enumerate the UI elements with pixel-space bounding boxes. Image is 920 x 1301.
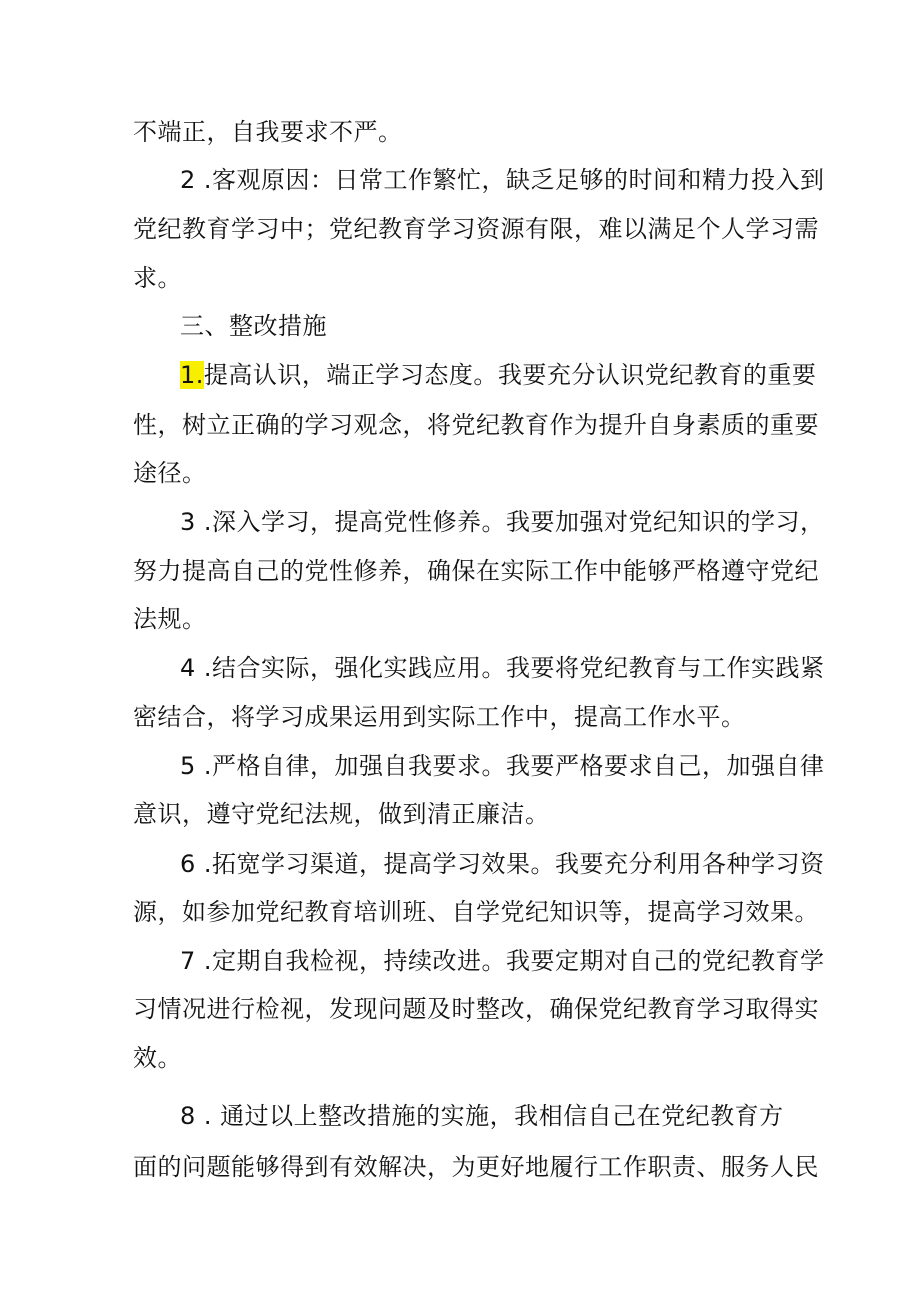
text-line: 党纪教育学习中；党纪教育学习资源有限，难以满足个人学习需 [133,215,819,243]
text-line: 性，树立正确的学习观念，将党纪教育作为提升自身素质的重要 [133,411,819,439]
text-line: 5 .严格自律，加强自我要求。我要严格要求自己，加强自律 [180,752,825,780]
text-line: 意识，遵守党纪法规，做到清正廉洁。 [133,800,550,828]
text-line: 6 .拓宽学习渠道，提高学习效果。我要充分利用各种学习资 [180,850,825,878]
text-line: 8 . 通过以上整改措施的实施，我相信自己在党纪教育方 [180,1102,784,1130]
text-line: 习情况进行检视，发现问题及时整改，确保党纪教育学习取得实 [133,995,819,1023]
text-line: 2 .客观原因：日常工作繁忙，缺乏足够的时间和精力投入到 [180,166,825,194]
text-line: 效。 [133,1044,182,1072]
text-line: 不端正，自我要求不严。 [133,118,403,146]
text-line: 密结合，将学习成果运用到实际工作中，提高工作水平。 [133,703,746,731]
text-line: 面的问题能够得到有效解决，为更好地履行工作职责、服务人民 [133,1153,819,1181]
text-line: 7 .定期自我检视，持续改进。我要定期对自己的党纪教育学 [180,947,825,975]
text-line-content: 提高认识，端正学习态度。我要充分认识党纪教育的重要 [203,361,817,389]
text-line-item-1 [180,360,816,390]
text-line: 源，如参加党纪教育培训班、自学党纪知识等，提高学习效果。 [133,898,819,926]
text-line: 求。 [133,264,182,292]
section-heading: 三、整改措施 [180,312,327,340]
text-line: 法规。 [133,605,207,633]
text-line: 途径。 [133,459,207,487]
text-line: 努力提高自己的党性修养，确保在实际工作中能够严格遵守党纪 [133,557,819,585]
text-line: 4 .结合实际，强化实践应用。我要将党纪教育与工作实践紧 [180,654,825,682]
text-line: 3 .深入学习，提高党性修养。我要加强对党纪知识的学习， [180,508,825,536]
highlighted-number: 1. [180,361,204,389]
